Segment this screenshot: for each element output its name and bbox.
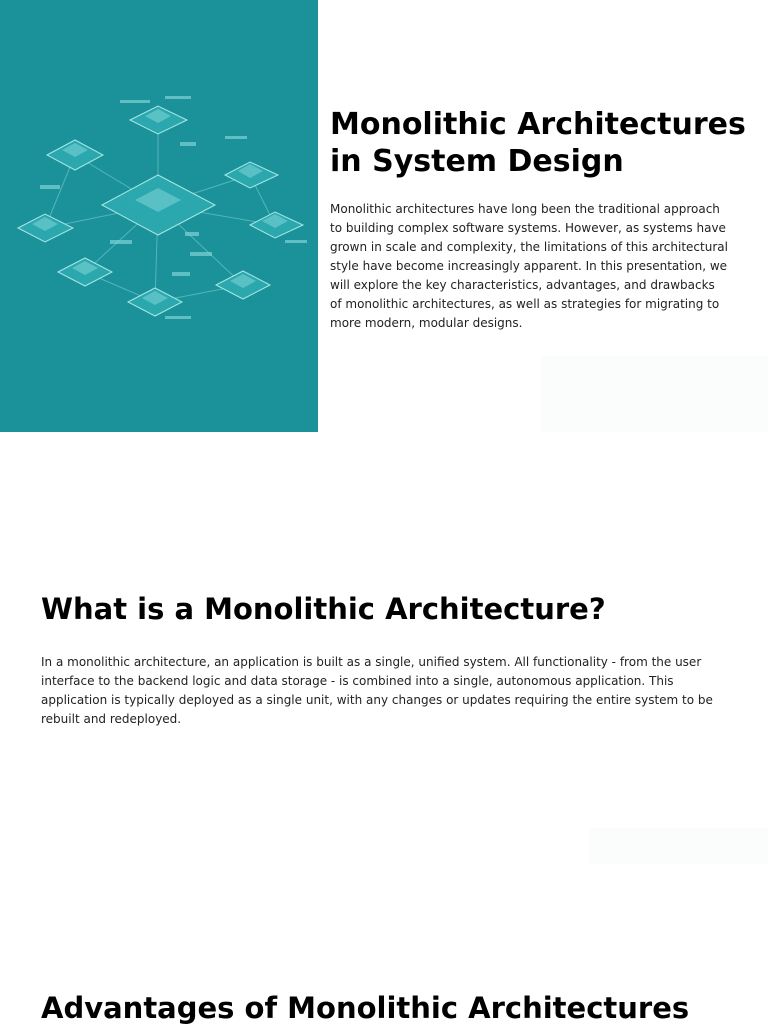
section-body-what-is-monolithic: In a monolithic architecture, an application is built as a single, unified system. All functionality - from the user interface to the backend logic and data storage - is combined into a single, autonomous application. This application is typically deployed as a single unit, with any changes or updates requiring the entire system to be rebuilt and redeployed.	[41, 655, 713, 726]
hero-image	[0, 0, 318, 432]
background-shape	[590, 828, 768, 864]
section-heading-advantages: Advantages of Monolithic Architectures	[41, 991, 690, 1024]
background-shape	[542, 356, 768, 432]
network-diagram-icon	[0, 0, 318, 432]
page-title: Monolithic Architectures in System Design	[330, 107, 746, 179]
intro-paragraph: Monolithic architectures have long been the traditional approach to building complex software systems. However, as systems have grown in scale and complexity, the limitations of this architectural style have become increasingly apparent. In this presentation, we will explore the key characteristics, advantages, and drawbacks of monolithic architectures, as well as strategies for migrating to more modern, modular designs.	[330, 202, 728, 330]
section-heading-what-is-monolithic: What is a Monolithic Architecture?	[41, 592, 606, 626]
